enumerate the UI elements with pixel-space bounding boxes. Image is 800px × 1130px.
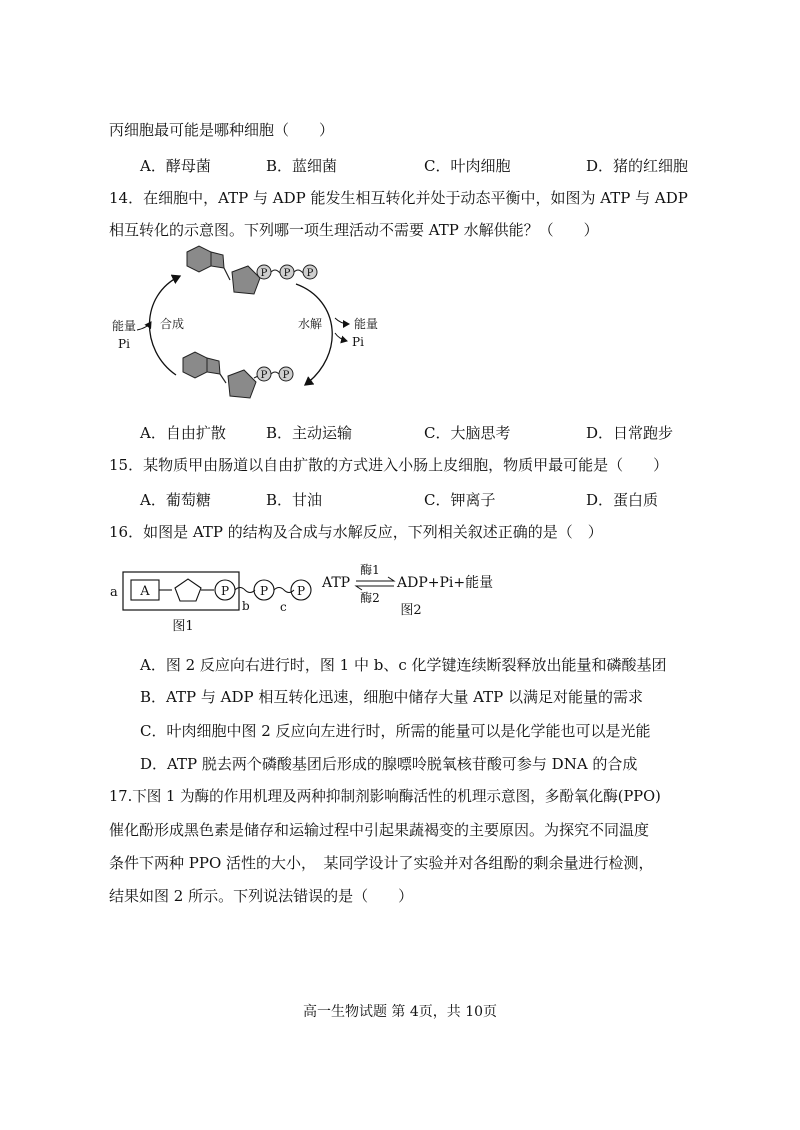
q17-stem-line-1: 17.下图 1 为酶的作用机理及两种抑制剂影响酶活性的机理示意图，多酚氧化酶(PPO): [109, 788, 661, 805]
q13-option-d: D．猪的红细胞: [586, 157, 689, 175]
left-energy-label: 能量: [112, 319, 137, 333]
svg-text:P: P: [220, 584, 230, 598]
q17-stem-line-3: 条件下两种 PPO 活性的大小， 某同学设计了实验并对各组酚的剩余量进行检测，: [109, 854, 654, 872]
ribose-pentagon-icon: [175, 579, 201, 601]
q15-option-c: C．钾离子: [424, 491, 496, 509]
q17-stem-line-2: 催化酚形成黑色素是储存和运输过程中引起果蔬褐变的主要原因。为探究不同温度: [109, 821, 650, 839]
page-footer: 高一生物试题 第 4页，共 10页: [302, 1004, 498, 1020]
left-pi-label: Pi: [118, 337, 130, 351]
q14-option-b: B．主动运输: [266, 424, 353, 442]
svg-text:P: P: [282, 370, 290, 381]
phosphate-2-icon: [254, 580, 274, 600]
q16-option-d: D．ATP 脱去两个磷酸基团后形成的腺嘌呤脱氧核苷酸可参与 DNA 的合成: [140, 755, 638, 773]
adp-products-label: ADP+Pi+能量: [397, 575, 494, 591]
q14-stem-line-2: 相互转化的示意图。下列哪一项生理活动不需要 ATP 水解供能？（ ）: [109, 221, 599, 239]
enzyme-2-label: 酶2: [360, 591, 380, 605]
q15-option-a: A．葡萄糖: [140, 491, 211, 509]
enzyme-1-label: 酶1: [360, 563, 380, 577]
svg-text:P: P: [259, 584, 269, 598]
q16-option-a: A．图 2 反应向右进行时，图 1 中 b、c 化学键连续断裂释放出能量和磷酸基团: [140, 656, 667, 674]
label-c: c: [280, 600, 287, 614]
q14-option-a: A．自由扩散: [140, 424, 226, 442]
figure-2-caption: 图2: [400, 603, 422, 618]
q15-option-d: D．蛋白质: [586, 491, 659, 509]
right-energy-label: 能量: [354, 317, 379, 331]
q15-stem: 15．某物质甲由肠道以自由扩散的方式进入小肠上皮细胞，物质甲最可能是（ ）: [109, 456, 669, 474]
synthesis-label: 合成: [160, 317, 185, 331]
q16-option-c: C．叶肉细胞中图 2 反应向左进行时，所需的能量可以是化学能也可以是光能: [140, 722, 651, 740]
label-b: b: [242, 599, 250, 613]
q14-stem-line-1: 14．在细胞中，ATP 与 ADP 能发生相互转化并处于动态平衡中，如图为 ATP 与 ADP: [109, 189, 688, 207]
bond-b-icon: [235, 588, 255, 593]
hydrolysis-label: 水解: [298, 317, 323, 331]
svg-text:P: P: [283, 268, 291, 279]
q13-stem-tail: 丙细胞最可能是哪种细胞（ ）: [109, 121, 335, 139]
svg-text:P: P: [260, 268, 268, 279]
q14-option-d: D．日常跑步: [586, 424, 674, 442]
right-pi-label: Pi: [352, 335, 364, 349]
q16-stem: 16．如图是 ATP 的结构及合成与水解反应，下列相关叙述正确的是（ ）: [109, 523, 603, 541]
forward-reaction-arrow-icon: [356, 577, 394, 581]
svg-text:P: P: [260, 370, 268, 381]
q15-option-b: B．甘油: [266, 491, 323, 509]
q14-option-c: C．大脑思考: [424, 424, 511, 442]
atp-label: ATP: [322, 575, 351, 591]
q13-option-c: C．叶肉细胞: [424, 157, 511, 175]
figure-1-caption: 图1: [172, 619, 194, 634]
adenine-label: A: [140, 584, 150, 599]
q17-stem-line-4: 结果如图 2 所示。下列说法错误的是（ ）: [109, 887, 414, 905]
svg-text:P: P: [306, 268, 314, 279]
svg-text:P: P: [296, 584, 306, 598]
label-a: a: [110, 585, 118, 600]
reverse-reaction-arrow-icon: [356, 586, 394, 590]
phosphate-1-icon: [215, 580, 235, 600]
q13-option-a: A．酵母菌: [140, 157, 211, 175]
q16-option-b: B．ATP 与 ADP 相互转化迅速，细胞中储存大量 ATP 以满足对能量的需求: [140, 688, 644, 706]
q13-option-b: B．蓝细菌: [266, 157, 338, 175]
